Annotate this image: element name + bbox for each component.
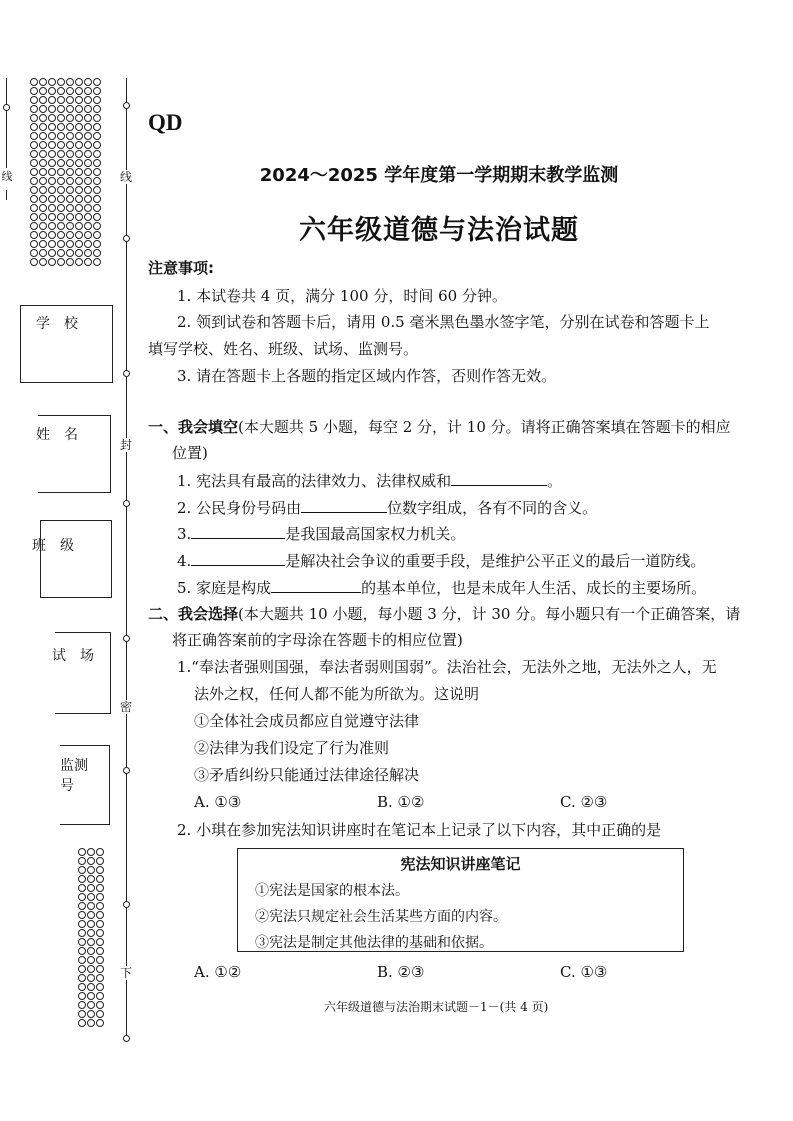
- class-field-label: 班 级: [32, 538, 74, 554]
- dot-circle: [87, 893, 95, 901]
- dot-circle: [84, 132, 92, 140]
- page-footer: 六年级道德与法治期末试题－1－(共 4 页): [324, 1000, 549, 1014]
- binding-ring: [123, 102, 130, 109]
- fill-question-1: 1. 宪法具有最高的法律效力、法律权威和 。: [177, 472, 563, 490]
- dot-circle: [39, 231, 47, 239]
- dot-circle: [66, 150, 74, 158]
- dot-circle: [48, 204, 56, 212]
- dot-circle: [93, 195, 101, 203]
- dot-circle: [87, 974, 95, 982]
- dot-circle: [84, 78, 92, 86]
- dot-circle: [39, 159, 47, 167]
- binding-label-xia: 下: [119, 966, 132, 980]
- dot-circle: [66, 96, 74, 104]
- dot-circle: [48, 132, 56, 140]
- dot-circle: [39, 105, 47, 113]
- dot-circle: [48, 141, 56, 149]
- dot-circle: [75, 222, 83, 230]
- binding-ring: [123, 370, 130, 377]
- dot-circle: [57, 114, 65, 122]
- dot-circle: [78, 884, 86, 892]
- dot-circle: [93, 231, 101, 239]
- dot-circle: [66, 231, 74, 239]
- dot-circle: [57, 213, 65, 221]
- dot-circle: [96, 866, 104, 874]
- class-field-box[interactable]: [40, 520, 112, 598]
- dot-circle: [66, 123, 74, 131]
- dot-circle: [39, 177, 47, 185]
- dot-circle: [87, 848, 95, 856]
- dot-circle: [93, 240, 101, 248]
- dot-circle: [30, 258, 38, 266]
- dot-circle: [78, 1001, 86, 1009]
- q2-choice-b[interactable]: B. ②③: [377, 963, 425, 981]
- dot-circle: [39, 186, 47, 194]
- dot-circle: [84, 240, 92, 248]
- dot-circle: [84, 213, 92, 221]
- dot-circle: [39, 96, 47, 104]
- dot-circle: [66, 159, 74, 167]
- dot-circle: [96, 938, 104, 946]
- school-field-label: 学 校: [36, 316, 78, 332]
- dot-circle: [96, 920, 104, 928]
- dot-circle: [30, 195, 38, 203]
- dot-circle: [66, 141, 74, 149]
- name-field-label: 姓 名: [36, 427, 78, 443]
- dot-circle: [78, 1019, 86, 1027]
- dot-circle: [30, 168, 38, 176]
- dot-circle: [96, 875, 104, 883]
- dot-circle: [93, 114, 101, 122]
- dot-circle: [96, 848, 104, 856]
- dot-circle: [57, 105, 65, 113]
- dot-circle: [93, 123, 101, 131]
- dot-circle: [93, 249, 101, 257]
- dot-circle: [39, 150, 47, 158]
- dot-circle: [87, 992, 95, 1000]
- dot-circle: [57, 222, 65, 230]
- dot-circle: [84, 141, 92, 149]
- dot-circle: [78, 875, 86, 883]
- dot-circle: [87, 857, 95, 865]
- dot-circle: [78, 974, 86, 982]
- dot-circle: [78, 866, 86, 874]
- dot-circle: [30, 222, 38, 230]
- note-line-2: ②宪法只规定社会生活某些方面的内容。: [255, 909, 507, 925]
- dot-circle: [48, 159, 56, 167]
- dot-circle: [87, 902, 95, 910]
- dot-circle: [87, 929, 95, 937]
- fill-question-2: 2. 公民身份号码由 位数字组成，各有不同的含义。: [177, 499, 598, 517]
- dot-circle: [57, 231, 65, 239]
- dot-circle: [84, 114, 92, 122]
- dot-circle: [57, 186, 65, 194]
- dot-circle: [96, 965, 104, 973]
- dot-circle: [87, 1019, 95, 1027]
- dot-circle: [93, 213, 101, 221]
- dot-circle: [75, 249, 83, 257]
- dot-circle: [96, 929, 104, 937]
- dot-circle: [84, 159, 92, 167]
- dot-circle: [57, 204, 65, 212]
- dot-circle: [66, 213, 74, 221]
- binding-label-mi: 密: [119, 700, 132, 714]
- dot-circle: [78, 857, 86, 865]
- q1-statement-1: ①全体社会成员都应自觉遵守法律: [194, 712, 420, 730]
- binding-ring: [3, 104, 10, 111]
- dot-circle: [57, 132, 65, 140]
- dot-circle: [75, 204, 83, 212]
- dot-circle: [75, 213, 83, 221]
- fill-question-3: 3. 是我国最高国家权力机关。: [177, 525, 466, 543]
- dot-circle: [93, 78, 101, 86]
- dot-circle: [93, 96, 101, 104]
- dot-circle: [75, 195, 83, 203]
- dot-circle: [48, 168, 56, 176]
- notice-item-2-cont: 填写学校、姓名、班级、试场、监测号。: [148, 340, 419, 358]
- dot-circle: [96, 974, 104, 982]
- dot-circle: [66, 114, 74, 122]
- binding-ring: [123, 767, 130, 774]
- notice-item-2: 2. 领到试卷和答题卡后，请用 0.5 毫米黑色墨水签字笔，分别在试卷和答题卡上: [177, 313, 710, 331]
- dot-circle: [66, 177, 74, 185]
- section2-heading: 二、我会选择(本大题共 10 小题，每小题 3 分，计 30 分。每小题只有一个正确答案，请: [148, 605, 741, 623]
- dot-circle: [57, 240, 65, 248]
- dot-circle: [39, 195, 47, 203]
- dot-circle: [39, 222, 47, 230]
- dot-circle: [93, 204, 101, 212]
- dot-circle: [78, 938, 86, 946]
- dot-circle: [66, 78, 74, 86]
- dot-circle: [84, 222, 92, 230]
- dot-circle: [84, 96, 92, 104]
- dot-circle: [48, 87, 56, 95]
- dot-circle: [87, 1001, 95, 1009]
- dot-circle: [78, 902, 86, 910]
- dot-circle: [93, 141, 101, 149]
- dot-circle: [93, 177, 101, 185]
- dot-circle: [30, 177, 38, 185]
- dot-circle: [48, 78, 56, 86]
- fill-question-4: 4. 是解决社会争议的重要手段，是维护公平正义的最后一道防线。: [177, 552, 706, 570]
- dot-circle: [39, 213, 47, 221]
- dot-circle: [39, 114, 47, 122]
- dot-circle: [48, 249, 56, 257]
- dot-circle: [75, 87, 83, 95]
- dot-circle: [57, 258, 65, 266]
- dot-circle: [39, 240, 47, 248]
- dot-circle: [84, 150, 92, 158]
- dot-circle: [75, 114, 83, 122]
- dot-circle: [75, 132, 83, 140]
- dot-circle: [57, 87, 65, 95]
- dot-circle: [87, 884, 95, 892]
- binding-line-left: [6, 78, 7, 168]
- dot-circle: [75, 105, 83, 113]
- dot-circle: [39, 258, 47, 266]
- dot-circle: [84, 249, 92, 257]
- dot-circle: [75, 258, 83, 266]
- dot-circle: [66, 222, 74, 230]
- dot-circle: [96, 983, 104, 991]
- dot-circle: [57, 177, 65, 185]
- dot-circle: [78, 956, 86, 964]
- dot-circle: [66, 195, 74, 203]
- dot-circle: [48, 213, 56, 221]
- dot-circle: [75, 231, 83, 239]
- dot-circle: [84, 195, 92, 203]
- lecture-notes-title: 宪法知识讲座笔记: [400, 855, 521, 873]
- dot-circle: [48, 123, 56, 131]
- dot-circle: [87, 875, 95, 883]
- dot-circle: [75, 177, 83, 185]
- dot-circle: [48, 195, 56, 203]
- answer-blank[interactable]: [301, 497, 387, 513]
- dot-circle: [30, 249, 38, 257]
- section2-heading-cont: 将正确答案前的字母涂在答题卡的相应位置): [172, 631, 463, 649]
- dot-circle: [39, 132, 47, 140]
- dot-circle: [30, 240, 38, 248]
- dot-circle: [96, 947, 104, 955]
- dot-circle: [96, 902, 104, 910]
- dot-circle: [78, 965, 86, 973]
- dot-circle: [96, 956, 104, 964]
- binding-label-top: 线: [1, 170, 13, 183]
- dot-circle: [39, 141, 47, 149]
- dot-circle: [96, 992, 104, 1000]
- dot-circle: [57, 150, 65, 158]
- dot-circle: [48, 96, 56, 104]
- dot-circle: [66, 105, 74, 113]
- dot-circle: [75, 78, 83, 86]
- binding-ring: [123, 901, 130, 908]
- q1-choice-b[interactable]: B. ①②: [377, 793, 425, 811]
- dot-circle: [66, 240, 74, 248]
- monitor-number-field-label: 监测号: [60, 758, 88, 794]
- dot-circle: [93, 105, 101, 113]
- dot-circle: [48, 105, 56, 113]
- dot-circle: [30, 213, 38, 221]
- dot-circle: [30, 204, 38, 212]
- dot-circle: [30, 150, 38, 158]
- notice-item-3: 3. 请在答题卡上各题的指定区域内作答，否则作答无效。: [177, 367, 557, 385]
- dot-circle: [93, 258, 101, 266]
- dot-circle: [84, 204, 92, 212]
- dot-circle: [84, 258, 92, 266]
- dot-circle: [78, 929, 86, 937]
- dot-circle: [78, 983, 86, 991]
- dot-circle: [75, 123, 83, 131]
- section1-heading-cont: 位置): [172, 444, 208, 462]
- dot-circle: [48, 186, 56, 194]
- dot-circle: [57, 195, 65, 203]
- dot-circle: [48, 222, 56, 230]
- dot-circle: [39, 123, 47, 131]
- q2-choice-a[interactable]: A. ①②: [194, 963, 242, 981]
- dot-circle: [78, 992, 86, 1000]
- paper-code: QD: [148, 110, 183, 135]
- answer-blank[interactable]: [451, 470, 547, 486]
- dot-circle: [66, 87, 74, 95]
- dot-circle: [75, 150, 83, 158]
- dot-circle: [87, 947, 95, 955]
- dot-circle: [57, 123, 65, 131]
- dot-circle: [30, 105, 38, 113]
- dot-circle: [87, 983, 95, 991]
- dot-circle: [78, 1010, 86, 1018]
- dot-circle: [87, 866, 95, 874]
- dot-circle: [93, 186, 101, 194]
- dot-circle: [57, 78, 65, 86]
- dot-circle: [87, 938, 95, 946]
- exam-subtitle: 2024～2025 学年度第一学期期末教学监测: [259, 165, 619, 186]
- lecture-notes-box: [237, 848, 684, 952]
- dot-circle: [57, 249, 65, 257]
- choice-question-2-stem: 2. 小琪在参加宪法知识讲座时在笔记本上记录了以下内容，其中正确的是: [177, 821, 662, 839]
- dot-circle: [78, 920, 86, 928]
- q1-statement-2: ②法律为我们设定了行为准则: [194, 739, 390, 757]
- dot-circle: [87, 956, 95, 964]
- answer-blank[interactable]: [191, 523, 285, 539]
- dot-circle: [30, 159, 38, 167]
- notice-heading: 注意事项:: [148, 259, 214, 277]
- dot-circle: [30, 123, 38, 131]
- answer-blank[interactable]: [271, 577, 361, 593]
- dot-circle: [30, 231, 38, 239]
- dot-circle: [48, 177, 56, 185]
- dot-circle: [39, 168, 47, 176]
- dot-circle: [66, 132, 74, 140]
- dot-circle: [66, 258, 74, 266]
- q1-choice-a[interactable]: A. ①③: [194, 793, 242, 811]
- dot-circle: [96, 1010, 104, 1018]
- dot-circle: [84, 186, 92, 194]
- answer-blank[interactable]: [191, 550, 285, 566]
- note-line-1: ①宪法是国家的根本法。: [255, 883, 409, 899]
- dot-circle: [75, 141, 83, 149]
- dot-pattern-top: [30, 78, 101, 266]
- dot-circle: [66, 168, 74, 176]
- dot-circle: [39, 204, 47, 212]
- dot-circle: [93, 150, 101, 158]
- dot-circle: [96, 1001, 104, 1009]
- dot-circle: [30, 141, 38, 149]
- q1-choice-c[interactable]: C. ②③: [560, 793, 608, 811]
- dot-circle: [57, 96, 65, 104]
- dot-circle: [93, 159, 101, 167]
- dot-circle: [30, 114, 38, 122]
- dot-circle: [78, 848, 86, 856]
- dot-circle: [87, 920, 95, 928]
- dot-circle: [84, 231, 92, 239]
- binding-label-feng: 封: [119, 438, 132, 452]
- dot-circle: [48, 114, 56, 122]
- dot-circle: [48, 150, 56, 158]
- dot-circle: [96, 1019, 104, 1027]
- dot-circle: [39, 249, 47, 257]
- dot-circle: [84, 105, 92, 113]
- dot-circle: [93, 168, 101, 176]
- dot-circle: [75, 96, 83, 104]
- dot-circle: [66, 186, 74, 194]
- binding-ring: [123, 235, 130, 242]
- binding-label-xian: 线: [119, 170, 132, 184]
- dot-circle: [96, 884, 104, 892]
- fill-question-5: 5. 家庭是构成 的基本单位，也是未成年人生活、成长的主要场所。: [177, 579, 707, 597]
- dot-circle: [39, 87, 47, 95]
- dot-circle: [87, 1010, 95, 1018]
- dot-circle: [87, 911, 95, 919]
- dot-circle: [84, 168, 92, 176]
- dot-circle: [75, 168, 83, 176]
- dot-circle: [30, 78, 38, 86]
- binding-line-main: [126, 78, 127, 1038]
- dot-circle: [30, 186, 38, 194]
- q1-statement-3: ③矛盾纠纷只能通过法律途径解决: [194, 766, 420, 784]
- choice-question-1-stem-cont: 法外之权，任何人都不能为所欲为。这说明: [194, 685, 480, 703]
- dot-circle: [66, 204, 74, 212]
- dot-circle: [57, 159, 65, 167]
- dot-circle: [30, 87, 38, 95]
- dot-circle: [39, 78, 47, 86]
- dot-circle: [75, 240, 83, 248]
- exam-title: 六年级道德与法治试题: [299, 215, 579, 246]
- dot-circle: [30, 132, 38, 140]
- dot-circle: [48, 240, 56, 248]
- binding-ring: [123, 635, 130, 642]
- dot-circle: [75, 159, 83, 167]
- dot-circle: [84, 177, 92, 185]
- dot-circle: [84, 87, 92, 95]
- dot-pattern-bottom: [78, 848, 104, 1027]
- dot-circle: [96, 857, 104, 865]
- dot-circle: [96, 893, 104, 901]
- dot-circle: [48, 231, 56, 239]
- dot-circle: [48, 258, 56, 266]
- binding-ring: [123, 1035, 130, 1042]
- dot-circle: [93, 87, 101, 95]
- dot-circle: [87, 965, 95, 973]
- choice-question-1-stem: 1.“奉法者强则国强，奉法者弱则国弱”。法治社会，无法外之地，无法外之人，无: [177, 658, 717, 676]
- dot-circle: [93, 222, 101, 230]
- notice-item-1: 1. 本试卷共 4 页，满分 100 分，时间 60 分钟。: [177, 287, 507, 305]
- note-line-3: ③宪法是制定其他法律的基础和依据。: [255, 935, 493, 951]
- section1-heading: 一、我会填空(本大题共 5 小题，每空 2 分，计 10 分。请将正确答案填在答题卡的相应: [148, 418, 731, 436]
- dot-circle: [78, 947, 86, 955]
- room-field-label: 试 场: [52, 648, 94, 664]
- dot-circle: [30, 96, 38, 104]
- q2-choice-c[interactable]: C. ①③: [560, 963, 608, 981]
- dot-circle: [93, 132, 101, 140]
- dot-circle: [78, 911, 86, 919]
- dot-circle: [57, 141, 65, 149]
- dot-circle: [66, 249, 74, 257]
- dot-circle: [84, 123, 92, 131]
- binding-ring: [123, 500, 130, 507]
- dot-circle: [78, 893, 86, 901]
- dot-circle: [96, 911, 104, 919]
- dot-circle: [57, 168, 65, 176]
- dot-circle: [75, 186, 83, 194]
